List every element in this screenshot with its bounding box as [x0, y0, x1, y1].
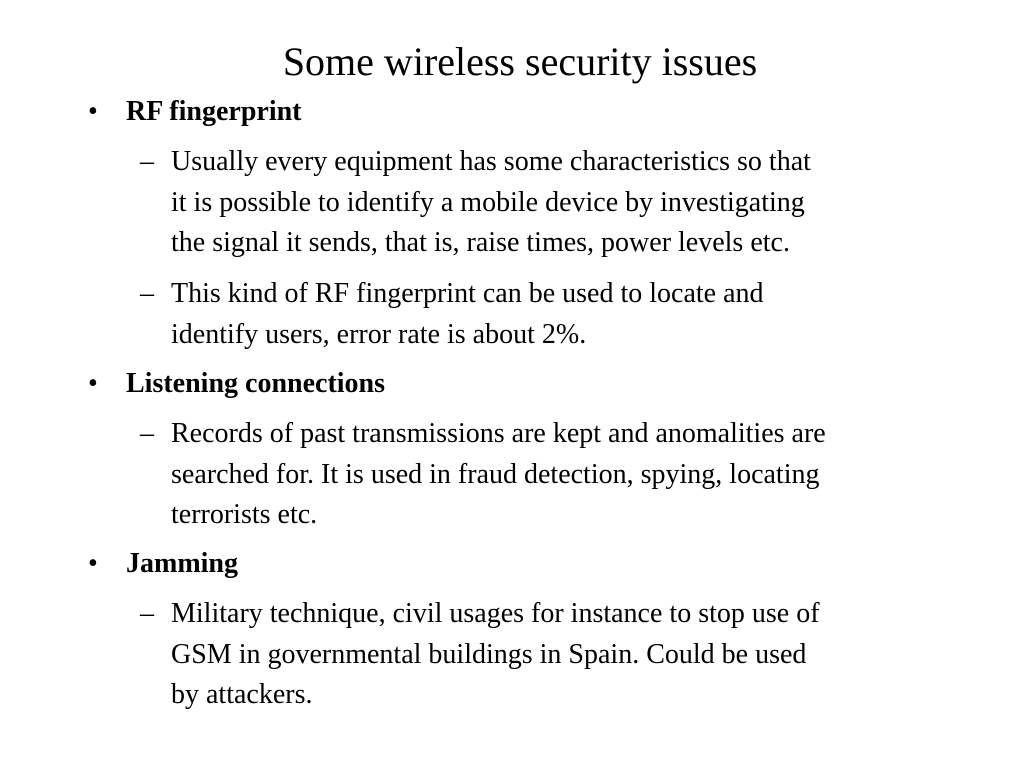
text-line: Military technique, civil usages for instance to stop use of [171, 598, 820, 629]
sub-item-past-transmissions [171, 414, 991, 536]
dash-icon: – [140, 146, 154, 177]
sub-item-military-technique [171, 594, 991, 716]
dash-icon: – [140, 278, 154, 309]
text-line: This kind of RF fingerprint can be used to locate and [171, 278, 764, 309]
section-heading-jamming: Jamming [126, 548, 238, 579]
dash-icon: – [140, 418, 154, 449]
text-line: the signal it sends, that is, raise times, power levels etc. [171, 227, 790, 258]
bullet-icon: • [88, 368, 98, 399]
bullet-icon: • [88, 96, 98, 127]
sub-item-rf-characteristics [171, 142, 991, 264]
text-line: identify users, error rate is about 2%. [171, 318, 587, 350]
text-line: searched for. It is used in fraud detection, spying, locating [171, 458, 820, 490]
text-line: GSM in governmental buildings in Spain. Could be used [171, 638, 807, 670]
text-line: Records of past transmissions are kept and anomalities are [171, 418, 826, 449]
section-heading-listening-connections: Listening connections [126, 368, 386, 399]
text-line: terrorists etc. [171, 499, 318, 530]
section-heading-rf-fingerprint: RF fingerprint [126, 96, 302, 127]
text-line: it is possible to identify a mobile device by investigating [171, 186, 805, 218]
sub-item-rf-locate-users [171, 274, 991, 355]
slide-title: Some wireless security issues [282, 39, 758, 84]
text-line: by attackers. [171, 679, 313, 710]
bullet-icon: • [88, 548, 98, 579]
text-line: Usually every equipment has some characteristics so that [171, 146, 811, 177]
dash-icon: – [140, 598, 154, 629]
